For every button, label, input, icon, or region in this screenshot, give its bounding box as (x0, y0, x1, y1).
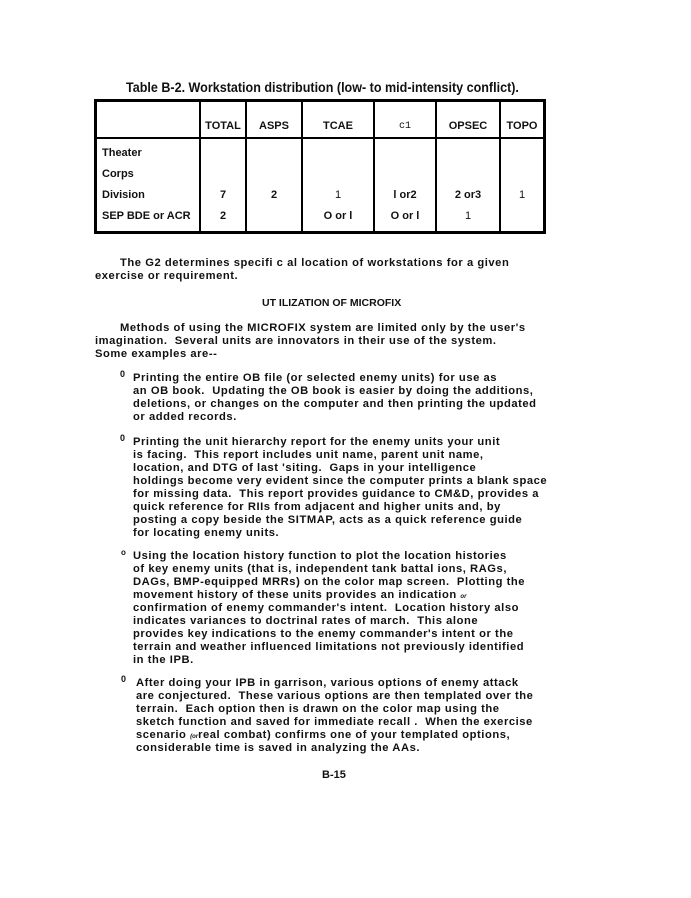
methods-line: Some examples are-- (95, 348, 218, 360)
table-cell: O or l (302, 205, 374, 233)
text-span: scenario (136, 729, 187, 741)
section-heading: UT ILIZATION OF MICROFIX (262, 297, 402, 309)
table-cell (500, 163, 545, 184)
table-cell (436, 138, 500, 163)
text-span: real combat) confirms one of your templated options, (198, 729, 511, 741)
table-row (96, 163, 545, 184)
table-header-cell: TOTAL (200, 101, 246, 139)
list-item-line: holdings become very evident since the computer prints a blank space (133, 475, 548, 487)
list-item-line: of key enemy units (that is, independent tank battal ions, RAGs, (133, 563, 507, 575)
list-bullet: o (121, 548, 126, 557)
table-row (96, 138, 545, 163)
intro-line: exercise or requirement. (95, 270, 239, 282)
list-item-line: is facing. This report includes unit name, parent unit name, (133, 449, 484, 461)
table-cell (246, 205, 302, 233)
intro-line: The G2 determines specifi c al location of workstations for a given (120, 257, 510, 269)
table-cell (246, 138, 302, 163)
table-cell: 2 (200, 205, 246, 233)
list-bullet: 0 (120, 433, 126, 443)
inline-note: or (460, 594, 467, 600)
table-cell: 2 or3 (436, 184, 500, 205)
table-cell: 7 (200, 184, 246, 205)
list-item-line: Printing the unit hierarchy report for the enemy units your unit (133, 436, 501, 448)
table-cell (374, 163, 436, 184)
list-item-line: an OB book. Updating the OB book is easier by doing the additions, (133, 385, 534, 397)
table-cell: l or2 (374, 184, 436, 205)
table-cell (200, 138, 246, 163)
list-item-line: provides key indications to the enemy commander's intent or the (133, 628, 514, 640)
table-cell: 1 (500, 184, 545, 205)
methods-line: imagination. Several units are innovators in their use of the system. (95, 335, 497, 347)
table-cell (302, 163, 374, 184)
list-bullet: 0 (121, 674, 127, 684)
table-cell: Division (96, 184, 201, 205)
table-cell (302, 138, 374, 163)
table-header-cell: c1 (374, 101, 436, 139)
table-header-row (96, 101, 545, 139)
table-caption: Table B-2. Workstation distribution (low- to mid-intensity conflict). (126, 80, 519, 95)
list-item-line: are conjectured. These various options are then templated over the (136, 690, 534, 702)
table-cell (374, 138, 436, 163)
table-header-cell: OPSEC (436, 101, 500, 139)
table-cell (500, 138, 545, 163)
table-header-cell (96, 101, 201, 139)
table-cell: 1 (436, 205, 500, 233)
methods-line: Methods of using the MICROFIX system are limited only by the user's (120, 322, 526, 334)
list-item-line: or added records. (133, 411, 237, 423)
table-header-cell: ASPS (246, 101, 302, 139)
list-item-line: considerable time is saved in analyzing the AAs. (136, 742, 421, 754)
list-item-line: indicates variances to doctrinal rates of march. This alone (133, 615, 479, 627)
list-item-line: confirmation of enemy commander's intent. Location history also (133, 602, 519, 614)
table-cell: SEP BDE or ACR (96, 205, 201, 233)
list-item-line: terrain and weather influenced limitations not previously identified (133, 641, 525, 653)
list-bullet: 0 (120, 369, 126, 379)
list-item-line: quick reference for RIIs from adjacent and higher units and, by (133, 501, 501, 513)
table-cell (246, 163, 302, 184)
text-span: movement history of these units provides an indication (133, 589, 457, 601)
list-item-line: location, and DTG of last 'siting. Gaps in your intelligence (133, 462, 477, 474)
workstation-table (94, 99, 546, 234)
table-cell: 1 (302, 184, 374, 205)
table-cell: O or l (374, 205, 436, 233)
list-item-line: Using the location history function to plot the location histories (133, 550, 507, 562)
list-item-line: in the IPB. (133, 654, 194, 666)
table-header-cell: TCAE (302, 101, 374, 139)
list-item-line: DAGs, BMP-equipped MRRs) on the color map screen. Plotting the (133, 576, 526, 588)
table-cell (436, 163, 500, 184)
list-item-line: deletions, or changes on the computer and then printing the updated (133, 398, 537, 410)
table-header-cell: TOPO (500, 101, 545, 139)
list-item-line: sketch function and saved for immediate recall . When the exercise (136, 716, 533, 728)
list-item-line: posting a copy beside the SITMAP, acts as a quick reference guide (133, 514, 523, 526)
list-item-line: for missing data. This report provides guidance to CM&D, provides a (133, 488, 540, 500)
table-cell (200, 163, 246, 184)
list-item-line: Printing the entire OB file (or selected enemy units) for use as (133, 372, 498, 384)
table-row (96, 205, 545, 233)
list-item-line: terrain. Each option then is drawn on the color map using the (136, 703, 500, 715)
page-number: B-15 (322, 769, 346, 781)
table-cell (500, 205, 545, 233)
table-cell: Theater (96, 138, 201, 163)
inline-note: (or (190, 734, 199, 740)
table-cell: 2 (246, 184, 302, 205)
table-cell: Corps (96, 163, 201, 184)
list-item-line: After doing your IPB in garrison, various options of enemy attack (136, 677, 519, 689)
list-item-line: for locating enemy units. (133, 527, 280, 539)
table-row (96, 184, 545, 205)
